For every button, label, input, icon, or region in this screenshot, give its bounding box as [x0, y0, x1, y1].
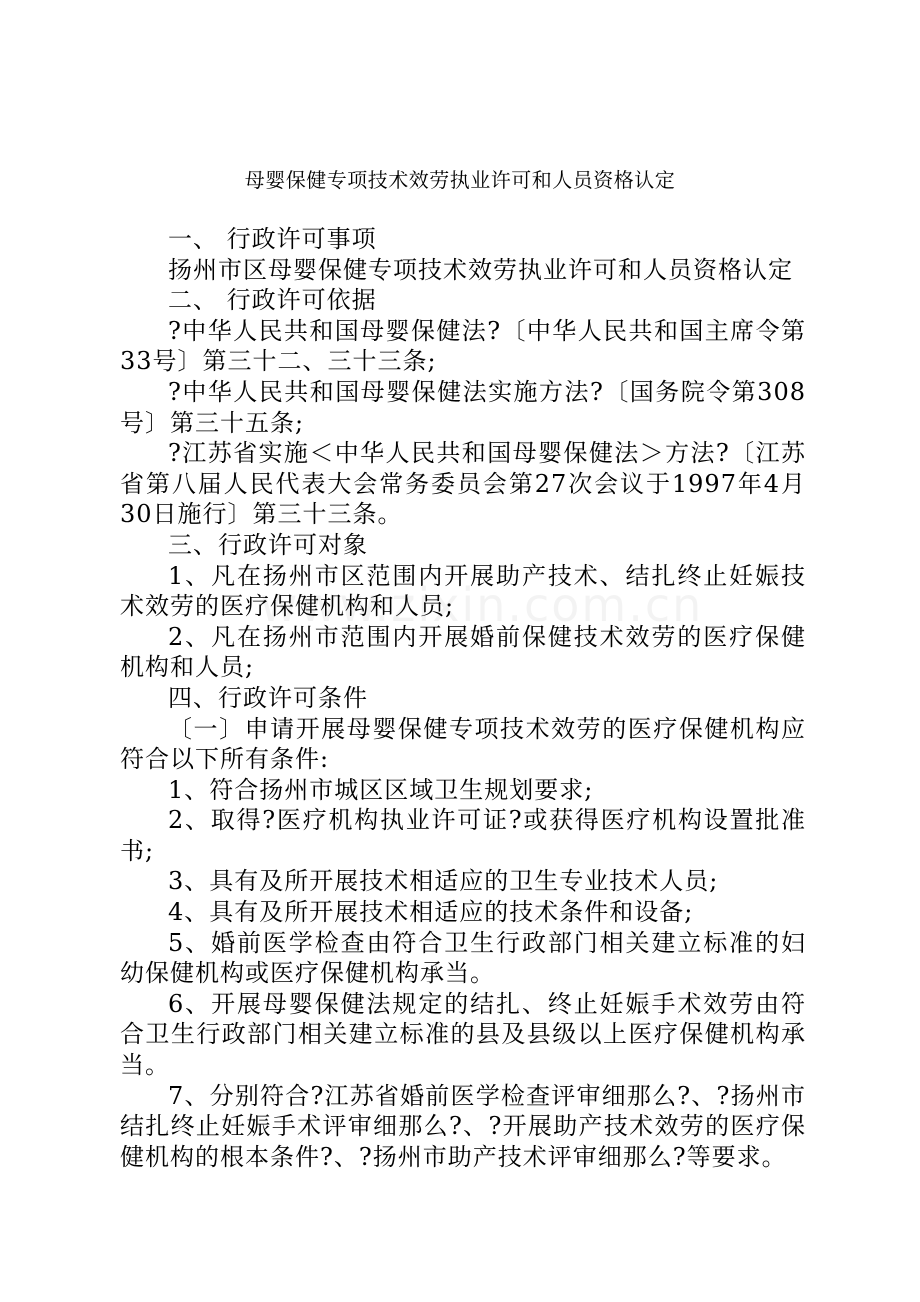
list-item: 1、凡在扬州市区范围内开展助产技术、结扎终止妊娠技术效劳的医疗保健机构和人员;: [120, 561, 806, 621]
paragraph: 扬州市区母婴保健专项技术效劳执业许可和人员资格认定: [168, 255, 793, 284]
list-item: 2、取得?医疗机构执业许可证?或获得医疗机构设置批准书;: [120, 806, 806, 865]
list-item: 1、符合扬州市城区区域卫生规划要求;: [168, 775, 594, 804]
list-item: 3、具有及所开展技术相适应的卫生专业技术人员;: [168, 867, 719, 896]
paragraph: 〔一〕申请开展母婴保健专项技术效劳的医疗保健机构应符合以下所有条件:: [120, 714, 806, 774]
section-heading-3: 三、行政许可对象: [168, 530, 368, 559]
section-heading-1: 一、 行政许可事项: [168, 225, 377, 253]
list-item: 5、婚前医学检查由符合卫生行政部门相关建立标准的妇幼保健机构或医疗保健机构承当。: [120, 928, 806, 988]
paragraph: ?中华人民共和国母婴保健法实施方法?〔国务院令第308号〕第三十五条;: [120, 377, 806, 437]
section-heading-2: 二、 行政许可依据: [168, 286, 377, 315]
list-item: 6、开展母婴保健法规定的结扎、终止妊娠手术效劳由符合卫生行政部门相关建立标准的县及县级以上医疗保健机构承当。: [120, 989, 806, 1080]
document-title: 母婴保健专项技术效劳执业许可和人员资格认定: [244, 168, 676, 192]
document-body: [120, 224, 806, 1172]
section-heading-4: 四、行政许可条件: [168, 683, 368, 712]
list-item: 2、凡在扬州市范围内开展婚前保健技术效劳的医疗保健机构和人员;: [120, 622, 806, 682]
list-item: 4、具有及所开展技术相适应的技术条件和设备;: [168, 898, 694, 927]
paragraph: ?江苏省实施＜中华人民共和国母婴保健法＞方法?〔江苏省第八届人民代表大会常务委员会第27次会议于1997年4月30日施行〕第三十三条。: [120, 439, 806, 529]
paragraph: ?中华人民共和国母婴保健法?〔中华人民共和国主席令第33号〕第三十二、三十三条;: [120, 316, 806, 376]
list-item: 7、分别符合?江苏省婚前医学检查评审细那么?、?扬州市结扎终止妊娠手术评审细那么?、?开展助产技术效劳的医疗保健机构的根本条件?、?扬州市助产技术评审细那么?等要求。: [120, 1081, 806, 1171]
